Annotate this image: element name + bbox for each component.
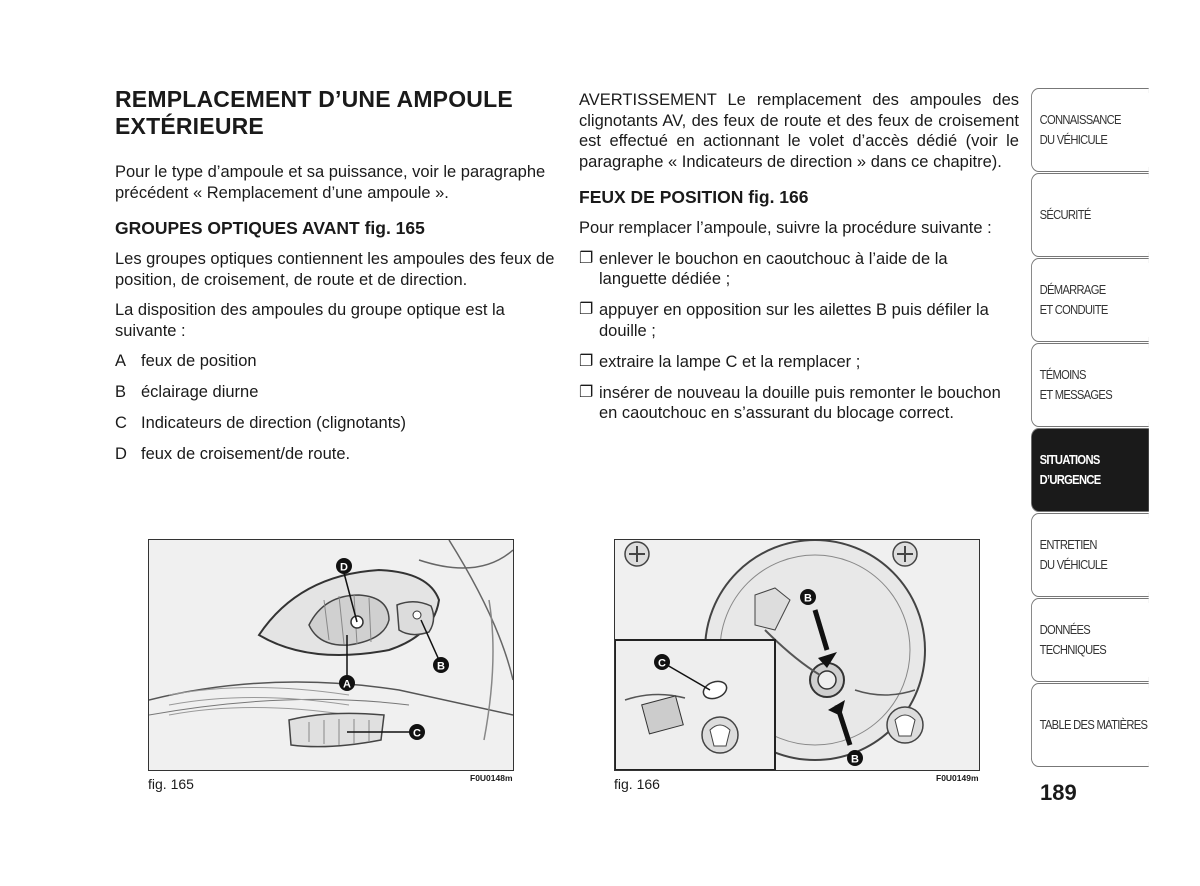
procedure-steps [579, 249, 1019, 424]
front-lights-paragraph: Les groupes optiques contiennent les ampoules des feux de position, de croisement, de route et de direction. [115, 250, 555, 289]
tab-label: CONNAISSANCE DU VÉHICULE [1039, 112, 1121, 147]
figure-166-caption: fig. 166 [614, 776, 660, 792]
socket-illustration [615, 540, 979, 770]
item-text: feux de croisement/de route. [141, 445, 351, 463]
figure-166-bulb-socket [614, 539, 980, 771]
checkbox-icon: ❐ [579, 301, 594, 318]
checkbox-icon: ❐ [579, 383, 594, 401]
procedure-intro: Pour remplacer l’ampoule, suivre la procédure suivante : [579, 219, 992, 237]
callout-label-b-bottom: B [851, 753, 859, 766]
tab-label: SITUATIONS D’URGENCE [1039, 452, 1101, 487]
tab-label: TABLE DES MATIÈRES [1039, 717, 1148, 732]
callout-label-c: C [413, 727, 421, 740]
intro-paragraph: Pour le type d’ampoule et sa puissance, voir le paragraphe précédent « Remplacement d’une ampoule ». [115, 163, 546, 202]
layout-paragraph: La disposition des ampoules du groupe optique est la suivante : [115, 301, 505, 340]
list-item [115, 413, 555, 434]
checkbox-icon: ❐ [579, 249, 594, 267]
step-text: extraire la lampe C et la remplacer ; [599, 352, 861, 371]
list-item [115, 351, 555, 372]
figure-165-code: F0U0148m [470, 773, 513, 783]
tab-temoins-messages[interactable] [1031, 343, 1149, 427]
tab-label: DÉMARRAGE ET CONDUITE [1039, 282, 1108, 317]
tab-demarrage-conduite[interactable] [1031, 258, 1149, 342]
headlight-illustration [149, 540, 513, 770]
step-item [579, 352, 1019, 373]
tab-situations-urgence[interactable] [1031, 428, 1149, 512]
figure-165-headlight [148, 539, 514, 771]
tab-securite[interactable] [1031, 173, 1149, 257]
item-letter: B [115, 383, 127, 401]
step-text: insérer de nouveau la douille puis remonter le bouchon en caoutchouc en s’assurant du blocage correct. [599, 383, 1001, 422]
callout-label-b: B [437, 660, 445, 673]
item-letter: D [115, 445, 127, 463]
tab-table-matieres[interactable] [1031, 683, 1149, 767]
tab-connaissance-vehicule[interactable] [1031, 88, 1149, 172]
step-text: enlever le bouchon en caoutchouc à l’aide de la languette dédiée ; [599, 249, 948, 288]
section-title-front-lights: GROUPES OPTIQUES AVANT fig. 165 [115, 218, 425, 238]
tab-entretien-vehicule[interactable] [1031, 513, 1149, 597]
list-item [115, 382, 555, 403]
chapter-tabs [1031, 88, 1149, 768]
page-number: 189 [1040, 780, 1077, 805]
list-item [115, 444, 555, 465]
step-text: appuyer en opposition sur les ailettes B puis défiler la douille ; [599, 301, 989, 340]
callout-label-a: A [343, 678, 351, 691]
tab-label: DONNÉES TECHNIQUES [1039, 622, 1107, 657]
step-item [579, 300, 1019, 341]
callout-label-c: C [658, 657, 666, 670]
section-title-position-lights: FEUX DE POSITION fig. 166 [579, 187, 809, 207]
step-item [579, 249, 1019, 290]
item-letter: A [115, 352, 127, 370]
figure-166-code: F0U0149m [936, 773, 979, 783]
tab-label: TÉMOINS ET MESSAGES [1039, 367, 1112, 402]
tab-donnees-techniques[interactable] [1031, 598, 1149, 682]
page-title: REMPLACEMENT D’UNE AMPOULE EXTÉRIEURE [115, 86, 513, 139]
left-column [115, 86, 555, 475]
item-text: feux de position [141, 352, 257, 370]
bulb-list [115, 351, 555, 465]
right-column [579, 90, 1019, 434]
tab-label: SÉCURITÉ [1039, 207, 1091, 222]
callout-label-d: D [340, 561, 348, 574]
tab-label: ENTRETIEN DU VÉHICULE [1039, 537, 1108, 572]
callout-label-b-top: B [804, 592, 812, 605]
checkbox-icon: ❐ [579, 352, 594, 370]
item-text: éclairage diurne [141, 383, 259, 401]
item-text: Indicateurs de direction (clignotants) [141, 414, 407, 432]
warning-paragraph: AVERTISSEMENT Le remplacement des ampoules des clignotants AV, des feux de route et des feux de croisement est effectué en actionnant le volet d’accès dédié (voir le paragraphe « Indicateurs de direction » dans ce chapitre). [579, 91, 1019, 171]
step-item [579, 383, 1019, 424]
figure-165-caption: fig. 165 [148, 776, 194, 792]
item-letter: C [115, 414, 127, 432]
